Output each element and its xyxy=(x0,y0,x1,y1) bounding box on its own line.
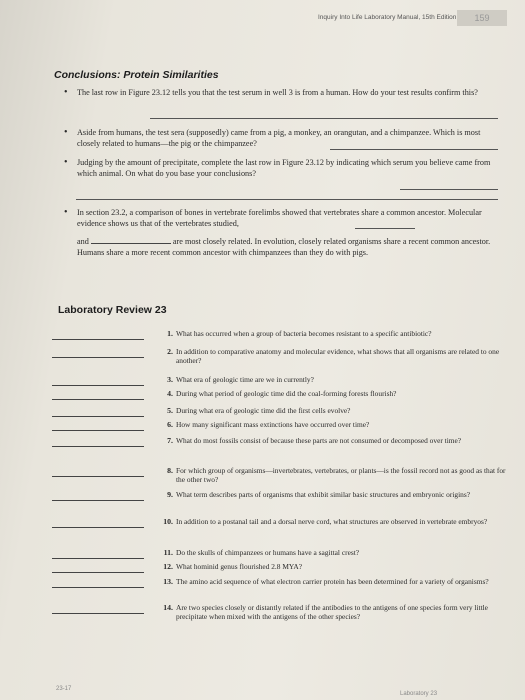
answer-line-9[interactable] xyxy=(52,500,144,501)
bullet-text: are most closely related. In evolution, closely related organisms share a recent common ancestor. Humans share a more recent common ancestor with chimpanzees than they do with pigs. xyxy=(77,237,491,257)
question-number: 14. xyxy=(163,603,173,612)
conclusions-title: Conclusions: Protein Similarities xyxy=(54,69,219,81)
question-number: 12. xyxy=(163,562,173,571)
answer-line-1[interactable] xyxy=(52,339,144,340)
question-text: The amino acid sequence of what electron carrier protein has been determined for a variety of organisms? xyxy=(176,577,489,586)
question-number: 10. xyxy=(163,517,173,526)
running-header: Inquiry Into Life Laboratory Manual, 15th Edition xyxy=(318,14,457,21)
bullet-dot: • xyxy=(64,207,68,218)
question-text: What do most fossils consist of because these parts are not consumed or decomposed over time? xyxy=(176,436,462,445)
question-text: What term describes parts of organisms that exhibit similar basic structures and embryonic origins? xyxy=(176,490,470,499)
answer-line-3[interactable] xyxy=(52,385,144,386)
bullet-text: Judging by the amount of precipitate, complete the last row in Figure 23.12 by indicating which serum you believe came from which animal. On what do you base your conclusions? xyxy=(77,158,491,178)
question-number: 4. xyxy=(167,389,173,398)
answer-line-8[interactable] xyxy=(52,476,144,477)
question-text: In addition to comparative anatomy and molecular evidence, what shows that all organisms are related to one another? xyxy=(176,347,500,365)
answer-line-12[interactable] xyxy=(52,572,144,573)
answer-line-7[interactable] xyxy=(52,446,144,447)
answer-line[interactable] xyxy=(400,189,498,190)
footer-page-code: 23-17 xyxy=(56,686,72,692)
question-text: For which group of organisms—invertebrates, vertebrates, or plants—is the fossil record not as good as that for the other two? xyxy=(176,466,506,484)
answer-line-5[interactable] xyxy=(52,416,144,417)
question-number: 1. xyxy=(167,329,173,338)
answer-blank[interactable] xyxy=(91,235,171,244)
question-text: What era of geologic time are we in currently? xyxy=(176,375,314,384)
question-text: In addition to a postanal tail and a dorsal nerve cord, what structures are observed in vertebrate embryos? xyxy=(176,517,488,526)
answer-line-14[interactable] xyxy=(52,613,144,614)
question-text: Do the skulls of chimpanzees or humans have a sagittal crest? xyxy=(176,548,360,557)
question-number: 6. xyxy=(167,420,173,429)
question-text: Are two species closely or distantly related if the antibodies to the antigens of one species form very little precipitate when mixed with the antigens of the other species? xyxy=(176,603,488,621)
question-number: 7. xyxy=(167,436,173,445)
bullet-dot: • xyxy=(64,127,68,138)
and-word: and xyxy=(77,237,89,246)
question-number: 3. xyxy=(167,375,173,384)
answer-line-11[interactable] xyxy=(52,558,144,559)
page-number: 159 xyxy=(457,10,507,26)
conclusion-bullet-3 xyxy=(64,158,499,179)
answer-line[interactable] xyxy=(330,149,498,150)
footer-lab-label: Laboratory 23 xyxy=(400,691,438,697)
conclusion-bullet-2 xyxy=(64,128,499,149)
question-text: During what era of geologic time did the first cells evolve? xyxy=(176,406,351,415)
answer-line-10[interactable] xyxy=(52,527,144,528)
question-number: 8. xyxy=(167,466,173,475)
answer-line-2[interactable] xyxy=(52,357,144,358)
laboratory-review-title: Laboratory Review 23 xyxy=(58,304,167,316)
bullet-dot: • xyxy=(64,87,68,98)
question-number: 5. xyxy=(167,406,173,415)
answer-line-13[interactable] xyxy=(52,587,144,588)
conclusion-bullet-1 xyxy=(64,88,499,99)
answer-line-4[interactable] xyxy=(52,399,144,400)
bullet-text: Aside from humans, the test sera (supposedly) came from a pig, a monkey, an orangutan, and a chimpanzee. Which is most closely related to humans—the pig or the chimpanzee? xyxy=(77,128,481,148)
question-number: 11. xyxy=(163,548,173,557)
question-number: 2. xyxy=(167,347,173,356)
conclusion-bullet-4-continued xyxy=(64,235,499,258)
conclusion-bullet-4 xyxy=(64,208,499,229)
question-text: What has occurred when a group of bacteria becomes resistant to a specific antibiotic? xyxy=(176,329,432,338)
bullet-text: The last row in Figure 23.12 tells you that the test serum in well 3 is from a human. How do your test results confirm this? xyxy=(77,88,478,97)
answer-line-6[interactable] xyxy=(52,430,144,431)
bullet-dot: • xyxy=(64,157,68,168)
question-text: How many significant mass extinctions have occurred over time? xyxy=(176,420,370,429)
answer-line[interactable] xyxy=(355,228,415,229)
question-number: 13. xyxy=(163,577,173,586)
answer-line[interactable] xyxy=(76,199,498,200)
question-text: During what period of geologic time did the coal-forming forests flourish? xyxy=(176,389,397,398)
answer-line[interactable] xyxy=(150,118,498,119)
question-number: 9. xyxy=(167,490,173,499)
bullet-text: In section 23.2, a comparison of bones in vertebrate forelimbs showed that vertebrates share a common ancestor. Molecular evidence shows us that of the vertebrates studied, xyxy=(77,208,482,228)
question-text: What hominid genus flourished 2.8 MYA? xyxy=(176,562,303,571)
